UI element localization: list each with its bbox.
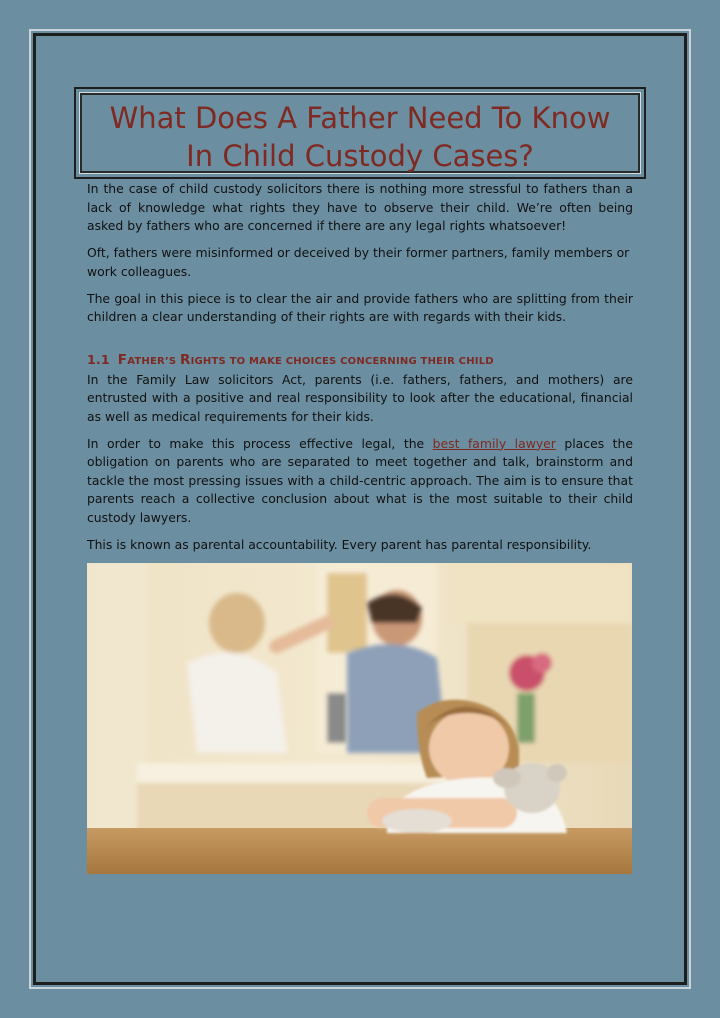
best-family-lawyer-link[interactable]: best family lawyer [432,435,556,451]
section-title-rest: ATHER’S [127,355,180,367]
section-paragraph-3: This is known as parental accountability. Every parent has parental responsibility. [87,536,592,552]
article-photo [87,563,632,874]
section-paragraph-2 [87,435,633,528]
section-heading [87,351,633,371]
family-conflict-photo [87,563,632,874]
section-title-cap-2: R [179,351,191,368]
intro-paragraph-2: Oft, fathers were misinformed or deceived by their former partners, family members or work colleagues. [87,245,630,279]
section-title-rest-2: IGHTS TO MAKE CHOICES CONCERNING THEIR CHILD [190,355,494,367]
section-title-cap: F [117,351,128,368]
article-body [87,180,633,563]
intro-paragraph-3: The goal in this piece is to clear the air and provide fathers who are splitting from their children a clear understanding of their rights are with regards with their kids. [87,290,633,324]
intro-paragraph-1: In the case of child custody solicitors there is nothing more stressful to fathers than a lack of knowledge what rights they have to observe their child. We’re often being asked by fathers who are concerned if there are any legal rights whatsoever! [87,181,633,233]
page-title [76,99,644,175]
section-paragraph-2-after: places the obligation on parents who are separated to meet together and talk, brainstorm and tackle the most pressing issues with a child-centric approach. The aim is to ensure that parents reach a collective conclusion about what is the most suitable to their child custody lawyers. [87,435,633,525]
section-paragraph-2-before: In order to make this process effective legal, the [87,435,433,451]
title-line-1: What Does A Father Need To Know [109,101,611,135]
section-paragraph-1: In the Family Law solicitors Act, parents (i.e. fathers, fathers, and mothers) are entrusted with a positive and real responsibility to look after the educational, financial as well as medical requirements for their kids. [87,371,633,424]
title-box [74,87,646,179]
title-line-2: In Child Custody Cases? [186,139,534,173]
section-number: 1.1 [87,351,110,367]
